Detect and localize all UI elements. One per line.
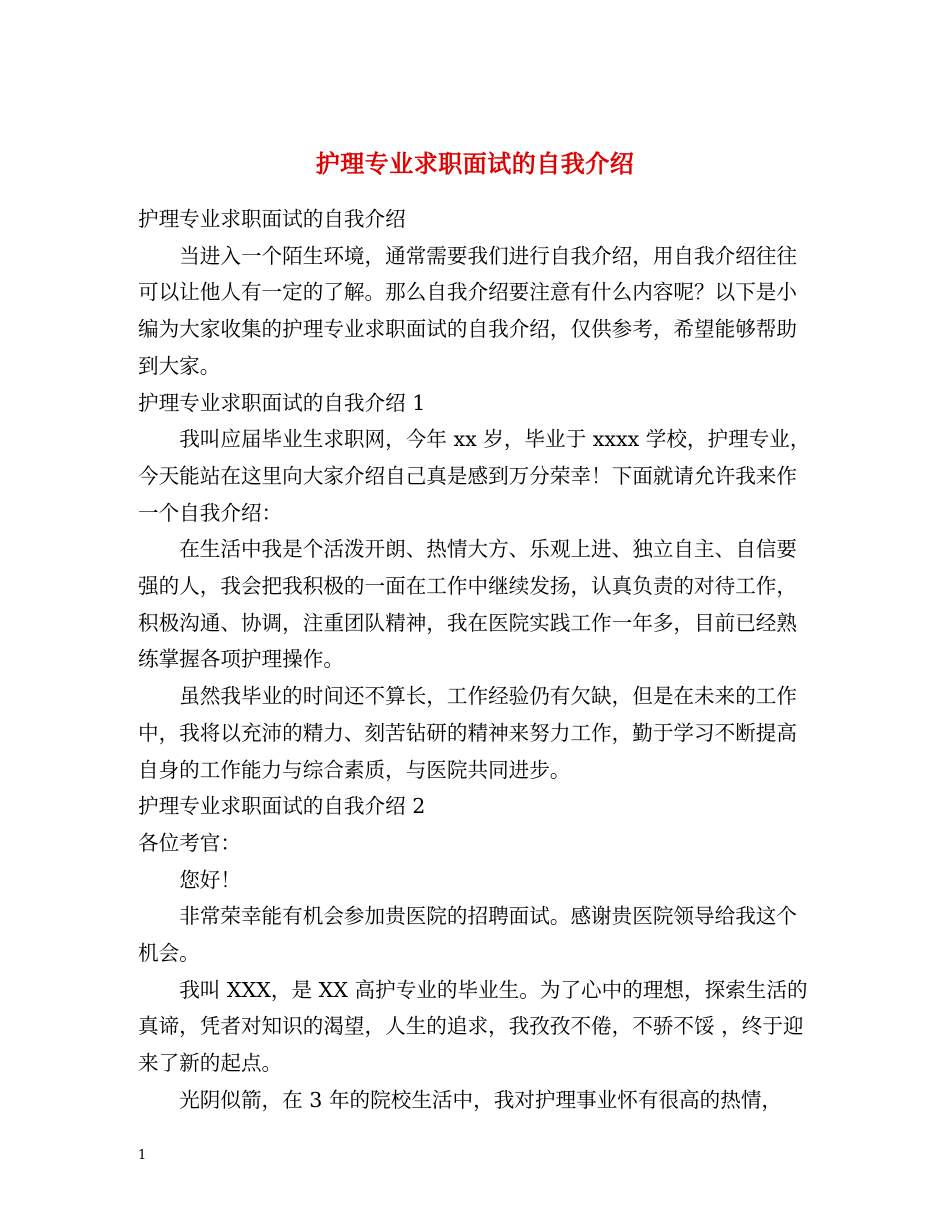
paragraph: 非常荣幸能有机会参加贵医院的招聘面试。感谢贵医院领导给我这个机会。	[138, 904, 797, 966]
paragraph: 护理专业求职面试的自我介绍 1	[138, 390, 426, 415]
paragraph: 虽然我毕业的时间还不算长，工作经验仍有欠缺，但是在未来的工作中，我将以充沛的精力、刻苦钻研的精神来努力工作，勤于学习不断提高自身的工作能力与综合素质，与医院共同进步。	[138, 684, 797, 782]
paragraph: 护理专业求职面试的自我介绍 2	[138, 794, 426, 819]
paragraph: 护理专业求职面试的自我介绍	[138, 207, 406, 231]
paragraph: 当进入一个陌生环境，通常需要我们进行自我介绍，用自我介绍往往可以让他人有一定的了解。那么自我介绍要注意有什么内容呢？以下是小编为大家收集的护理专业求职面试的自我介绍，仅供参考，希望能够帮助到大家。	[138, 243, 797, 378]
document-body	[138, 201, 814, 1119]
paragraph: 我叫应届毕业生求职网，今年 xx 岁，毕业于 xxxx 学校，护理专业，今天能站在这里向大家介绍自己真是感到万分荣幸！下面就请允许我来作一个自我介绍：	[138, 427, 811, 525]
paragraph: 我叫 XXX，是 XX 高护专业的毕业生。为了心中的理想，探索生活的真谛，凭者对知识的渴望，人生的追求，我孜孜不倦，不骄不馁 ，终于迎来了新的起点。	[138, 977, 808, 1076]
document-title: 护理专业求职面试的自我介绍	[315, 149, 635, 179]
paragraph: 您好！	[179, 867, 241, 892]
paragraph: 各位考官：	[138, 830, 241, 855]
paragraph: 光阴似箭，在 3 年的院校生活中，我对护理事业怀有很高的热情，	[179, 1087, 783, 1112]
page-number: 1	[138, 1148, 147, 1163]
paragraph: 在生活中我是个活泼开朗、热情大方、乐观上进、独立自主、自信要强的人，我会把我积极的一面在工作中继续发扬，认真负责的对待工作，积极沟通、协调，注重团队精神，我在医院实践工作一年多，目前已经熟练掌握各项护理操作。	[138, 537, 797, 672]
